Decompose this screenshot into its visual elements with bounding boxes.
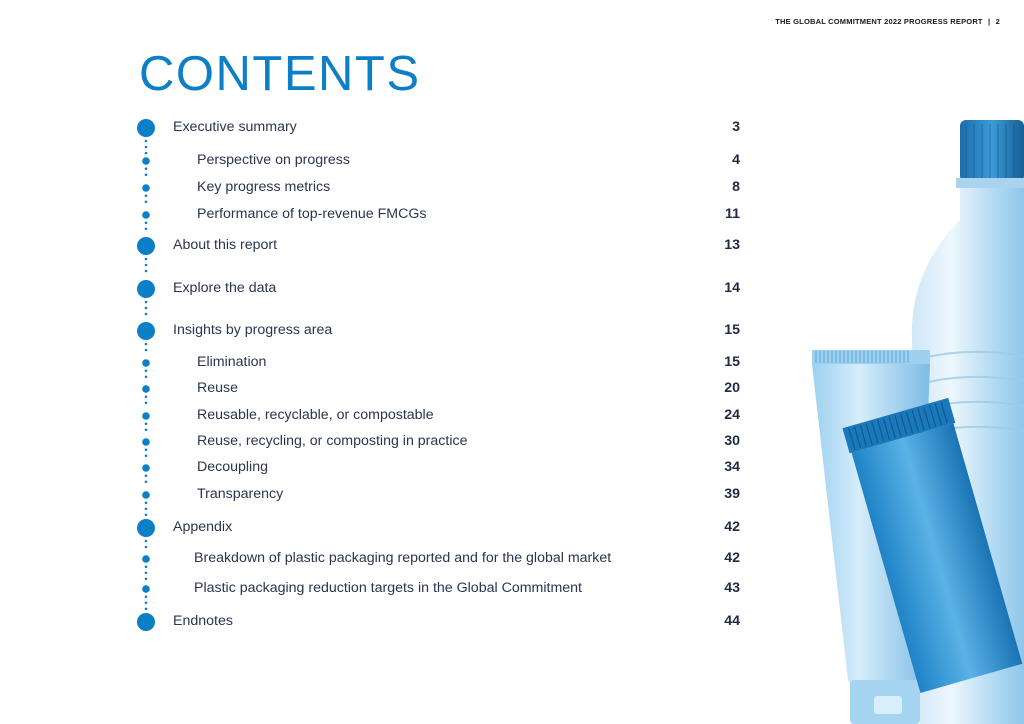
toc-entry-label: Breakdown of plastic packaging reported and for the global market: [194, 550, 612, 566]
toc-entry-page: 42: [724, 550, 740, 566]
toc-entry-page: 3: [732, 119, 740, 135]
running-header: [775, 17, 1000, 26]
connector-dot: [145, 608, 148, 611]
toc-entry-page: 13: [724, 237, 740, 253]
toc-entry-label: Transparency: [197, 486, 284, 502]
connector-dot: [145, 455, 148, 458]
connector-dot: [145, 146, 148, 149]
connector-dot: [145, 429, 148, 432]
toc-entry-page: 20: [724, 380, 740, 396]
toc-entry-page: 42: [724, 519, 740, 535]
toc-entry-label: Performance of top-revenue FMCGs: [197, 206, 427, 222]
connector-dot: [145, 140, 148, 143]
toc-entry[interactable]: [0, 119, 740, 139]
connector-dot: [145, 270, 148, 273]
page-title: CONTENTS: [139, 47, 421, 101]
toc-entry-label: Decoupling: [197, 459, 268, 475]
toc-entry-label: Executive summary: [173, 119, 297, 135]
toc-entry-label: Plastic packaging reduction targets in the Global Commitment: [194, 580, 582, 596]
connector-dot: [145, 201, 148, 204]
connector-dot: [145, 376, 148, 379]
toc-entry-page: 15: [724, 322, 740, 338]
connector-dot: [145, 508, 148, 511]
toc-entry-label: About this report: [173, 237, 278, 253]
toc-entry-label: Insights by progress area: [173, 322, 333, 338]
connector-dot: [145, 301, 148, 304]
connector-dot: [145, 572, 148, 575]
connector-dot: [145, 602, 148, 605]
toc-entry-label: Reuse: [197, 380, 239, 396]
connector-dot: [145, 307, 148, 310]
toc-entry-page: 15: [724, 354, 740, 370]
toc-entry-label: Elimination: [197, 354, 267, 370]
toc-entry-page: 44: [724, 613, 740, 629]
toc-entry[interactable]: [0, 237, 740, 257]
toc-entry-page: 11: [725, 206, 740, 222]
toc-entry[interactable]: [0, 152, 740, 172]
connector-dot: [145, 228, 148, 231]
toc-entry-page: 34: [724, 459, 740, 475]
toc-entry[interactable]: [0, 580, 740, 600]
toc-entry[interactable]: [0, 550, 740, 570]
toc-entry[interactable]: [0, 179, 740, 199]
toc-entry-page: 14: [724, 280, 740, 296]
toc-entry-label: Key progress metrics: [197, 179, 331, 195]
toc-entry[interactable]: [0, 613, 740, 633]
toc-entry-page: 39: [724, 486, 740, 502]
connector-dot: [145, 540, 148, 543]
plastic-packaging-illustration: [800, 110, 1024, 724]
toc-entry-label: Explore the data: [173, 280, 277, 296]
toc-entry[interactable]: [0, 380, 740, 400]
toc-entry-page: 24: [724, 407, 740, 423]
connector-dot: [145, 481, 148, 484]
connector-dot: [145, 402, 148, 405]
connector-dot: [145, 343, 148, 346]
connector-dot: [145, 546, 148, 549]
toc-entry-page: 4: [732, 152, 740, 168]
toc-entry[interactable]: [0, 354, 740, 374]
toc-entry[interactable]: [0, 206, 740, 226]
toc-entry[interactable]: [0, 486, 740, 506]
toc-entry-page: 30: [724, 433, 740, 449]
page-number: 2: [995, 17, 1000, 26]
toc-entry[interactable]: [0, 519, 740, 539]
connector-dot: [145, 258, 148, 261]
toc-entry[interactable]: [0, 280, 740, 300]
connector-dot: [145, 264, 148, 267]
toc-entry-label: Appendix: [173, 519, 233, 535]
toc-entry-label: Reusable, recyclable, or compostable: [197, 407, 434, 423]
report-title: THE GLOBAL COMMITMENT 2022 PROGRESS REPORT: [775, 17, 983, 26]
toc-entry-label: Endnotes: [173, 613, 233, 629]
toc-entry[interactable]: [0, 407, 740, 427]
connector-dot: [145, 174, 148, 177]
connector-dot: [145, 514, 148, 517]
toc-entry[interactable]: [0, 433, 740, 453]
toc-entry-label: Reuse, recycling, or composting in practice: [197, 433, 468, 449]
toc-entry-page: 43: [724, 580, 740, 596]
header-separator: |: [988, 17, 991, 26]
toc-entry[interactable]: [0, 322, 740, 342]
toc-entry-page: 8: [732, 179, 740, 195]
connector-dot: [145, 313, 148, 316]
toc-entry-label: Perspective on progress: [197, 152, 350, 168]
toc-entry[interactable]: [0, 459, 740, 479]
connector-dot: [145, 349, 148, 352]
